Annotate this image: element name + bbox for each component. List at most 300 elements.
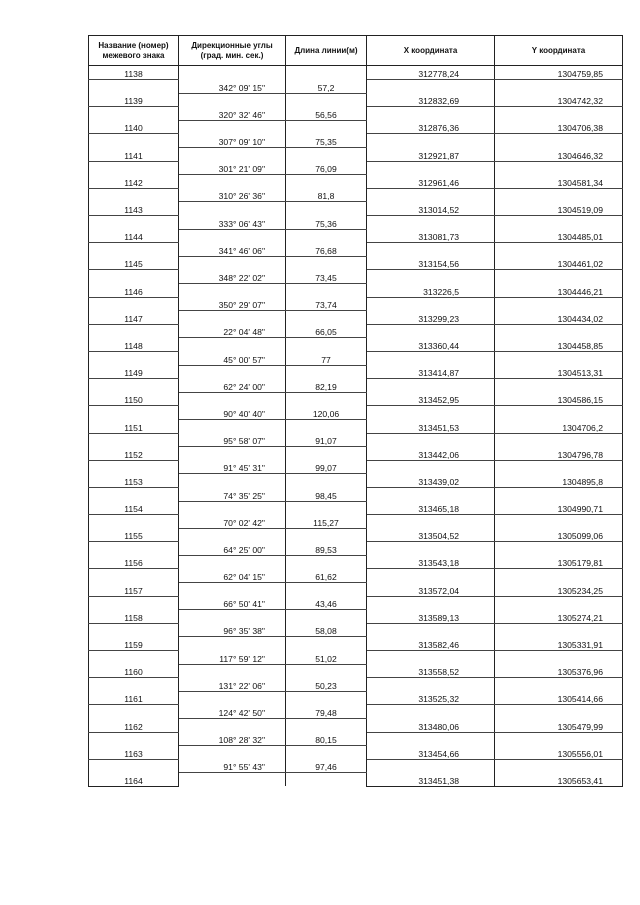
line-length-cell: 120,06 [286, 406, 367, 420]
empty-cell [495, 515, 623, 529]
direction-angle-cell: 64° 25' 00" [179, 542, 286, 556]
empty-cell [367, 596, 495, 610]
line-length-cell: 91,07 [286, 433, 367, 447]
line-length-cell: 97,46 [286, 759, 367, 773]
empty-cell [495, 161, 623, 175]
direction-angle-cell: 350° 29' 07" [179, 297, 286, 311]
table-row-segment [89, 324, 623, 338]
y-coordinate-cell: 1304519,09 [495, 202, 623, 216]
point-name-cell: 1148 [89, 338, 179, 352]
table-row-point [89, 419, 623, 433]
empty-cell [495, 216, 623, 230]
table-row-segment [89, 542, 623, 556]
line-length-cell: 58,08 [286, 623, 367, 637]
header-line-length: Длина линии(м) [286, 36, 367, 66]
empty-cell [495, 623, 623, 637]
x-coordinate-cell: 313572,04 [367, 583, 495, 597]
line-length-cell: 56,56 [286, 107, 367, 121]
empty-cell [367, 324, 495, 338]
header-y-coordinate: Y координата [495, 36, 623, 66]
line-length-cell: 76,68 [286, 243, 367, 257]
line-length-cell: 82,19 [286, 379, 367, 393]
empty-cell [367, 732, 495, 746]
table-row-segment [89, 243, 623, 257]
empty-cell [495, 188, 623, 202]
empty-cell [367, 216, 495, 230]
table-row-point [89, 773, 623, 787]
table-row-point [89, 392, 623, 406]
empty-cell [179, 256, 286, 270]
empty-cell [179, 120, 286, 134]
point-name-cell: 1144 [89, 229, 179, 243]
table-row-point [89, 120, 623, 134]
point-name-cell: 1159 [89, 637, 179, 651]
y-coordinate-cell: 1305556,01 [495, 746, 623, 760]
x-coordinate-cell: 313226,5 [367, 284, 495, 298]
empty-cell [286, 583, 367, 597]
empty-cell [495, 297, 623, 311]
empty-cell [495, 270, 623, 284]
x-coordinate-cell: 312832,69 [367, 93, 495, 107]
x-coordinate-cell: 313360,44 [367, 338, 495, 352]
empty-cell [286, 746, 367, 760]
empty-cell [495, 705, 623, 719]
empty-cell [286, 719, 367, 733]
line-length-cell: 75,35 [286, 134, 367, 148]
empty-cell [179, 175, 286, 189]
x-coordinate-cell: 313465,18 [367, 501, 495, 515]
table-row-segment [89, 433, 623, 447]
table-row-point [89, 284, 623, 298]
empty-cell [286, 419, 367, 433]
point-name-cell: 1150 [89, 392, 179, 406]
x-coordinate-cell: 313480,06 [367, 719, 495, 733]
y-coordinate-cell: 1304990,71 [495, 501, 623, 515]
empty-cell [286, 120, 367, 134]
empty-cell [495, 487, 623, 501]
empty-cell [89, 759, 179, 773]
empty-cell [495, 732, 623, 746]
table-row-segment [89, 460, 623, 474]
table-row-segment [89, 270, 623, 284]
empty-cell [495, 134, 623, 148]
table-row-point [89, 365, 623, 379]
empty-cell [89, 651, 179, 665]
empty-cell [89, 216, 179, 230]
table-row-segment [89, 216, 623, 230]
x-coordinate-cell: 313451,38 [367, 773, 495, 787]
y-coordinate-cell: 1305179,81 [495, 555, 623, 569]
y-coordinate-cell: 1304646,32 [495, 148, 623, 162]
point-name-cell: 1141 [89, 148, 179, 162]
table-row-segment [89, 678, 623, 692]
empty-cell [286, 447, 367, 461]
empty-cell [367, 542, 495, 556]
empty-cell [286, 93, 367, 107]
x-coordinate-cell: 312961,46 [367, 175, 495, 189]
direction-angle-cell: 66° 50' 41" [179, 596, 286, 610]
x-coordinate-cell: 312876,36 [367, 120, 495, 134]
point-name-cell: 1138 [89, 66, 179, 80]
empty-cell [89, 678, 179, 692]
empty-cell [367, 705, 495, 719]
table-row-point [89, 691, 623, 705]
point-name-cell: 1161 [89, 691, 179, 705]
empty-cell [495, 433, 623, 447]
empty-cell [179, 528, 286, 542]
line-length-cell: 61,62 [286, 569, 367, 583]
empty-cell [286, 773, 367, 787]
empty-cell [367, 623, 495, 637]
point-name-cell: 1142 [89, 175, 179, 189]
y-coordinate-cell: 1304513,31 [495, 365, 623, 379]
x-coordinate-cell: 313589,13 [367, 610, 495, 624]
table-row-segment [89, 515, 623, 529]
direction-angle-cell: 91° 45' 31" [179, 460, 286, 474]
direction-angle-cell: 131° 22' 06" [179, 678, 286, 692]
x-coordinate-cell: 313451,53 [367, 419, 495, 433]
y-coordinate-cell: 1304461,02 [495, 256, 623, 270]
empty-cell [179, 148, 286, 162]
line-length-cell: 89,53 [286, 542, 367, 556]
x-coordinate-cell: 313582,46 [367, 637, 495, 651]
table-row-segment [89, 161, 623, 175]
direction-angle-cell: 342° 09' 15" [179, 80, 286, 94]
boundary-coordinates-table [88, 35, 623, 787]
empty-cell [179, 719, 286, 733]
table-row-point [89, 501, 623, 515]
empty-cell [179, 746, 286, 760]
table-row-segment [89, 759, 623, 773]
y-coordinate-cell: 1304742,32 [495, 93, 623, 107]
point-name-cell: 1156 [89, 555, 179, 569]
y-coordinate-cell: 1305099,06 [495, 528, 623, 542]
empty-cell [495, 243, 623, 257]
point-name-cell: 1151 [89, 419, 179, 433]
table-row-point [89, 664, 623, 678]
line-length-cell: 99,07 [286, 460, 367, 474]
direction-angle-cell: 96° 35' 38" [179, 623, 286, 637]
direction-angle-cell: 124° 42' 50" [179, 705, 286, 719]
empty-cell [179, 93, 286, 107]
empty-cell [89, 297, 179, 311]
point-name-cell: 1155 [89, 528, 179, 542]
direction-angle-cell: 333° 06' 43" [179, 216, 286, 230]
direction-angle-cell: 74° 35' 25" [179, 487, 286, 501]
table-row-point [89, 555, 623, 569]
direction-angle-cell: 91° 55' 43" [179, 759, 286, 773]
direction-angle-cell: 341° 46' 06" [179, 243, 286, 257]
direction-angle-cell: 62° 04' 15" [179, 569, 286, 583]
table-row-segment [89, 623, 623, 637]
direction-angle-cell: 70° 02' 42" [179, 515, 286, 529]
y-coordinate-cell: 1304895,8 [495, 474, 623, 488]
x-coordinate-cell: 313081,73 [367, 229, 495, 243]
empty-cell [179, 583, 286, 597]
point-name-cell: 1163 [89, 746, 179, 760]
table-row-point [89, 719, 623, 733]
y-coordinate-cell: 1304458,85 [495, 338, 623, 352]
empty-cell [89, 569, 179, 583]
y-coordinate-cell: 1305376,96 [495, 664, 623, 678]
x-coordinate-cell: 312778,24 [367, 66, 495, 80]
table-row-segment [89, 596, 623, 610]
header-direction-angle: Дирекционные углы (град. мин. сек.) [179, 36, 286, 66]
table-row-segment [89, 134, 623, 148]
empty-cell [179, 555, 286, 569]
x-coordinate-cell: 313154,56 [367, 256, 495, 270]
line-length-cell: 66,05 [286, 324, 367, 338]
empty-cell [367, 107, 495, 121]
point-name-cell: 1152 [89, 447, 179, 461]
direction-angle-cell: 45° 00' 57" [179, 351, 286, 365]
empty-cell [367, 270, 495, 284]
point-name-cell: 1162 [89, 719, 179, 733]
y-coordinate-cell: 1305653,41 [495, 773, 623, 787]
empty-cell [89, 80, 179, 94]
empty-cell [286, 311, 367, 325]
x-coordinate-cell: 313452,95 [367, 392, 495, 406]
table-row-point [89, 528, 623, 542]
empty-cell [179, 474, 286, 488]
point-name-cell: 1153 [89, 474, 179, 488]
direction-angle-cell: 117° 59' 12" [179, 651, 286, 665]
empty-cell [89, 515, 179, 529]
point-name-cell: 1143 [89, 202, 179, 216]
table-row-point [89, 447, 623, 461]
y-coordinate-cell: 1304796,78 [495, 447, 623, 461]
direction-angle-cell: 310° 26' 36" [179, 188, 286, 202]
y-coordinate-cell: 1305414,66 [495, 691, 623, 705]
point-name-cell: 1164 [89, 773, 179, 787]
empty-cell [179, 392, 286, 406]
y-coordinate-cell: 1304759,85 [495, 66, 623, 80]
header-point-name: Название (номер) межевого знака [89, 36, 179, 66]
y-coordinate-cell: 1305479,99 [495, 719, 623, 733]
table-row-point [89, 583, 623, 597]
y-coordinate-cell: 1304586,15 [495, 392, 623, 406]
empty-cell [495, 596, 623, 610]
empty-cell [367, 134, 495, 148]
table-row-segment [89, 379, 623, 393]
empty-cell [179, 284, 286, 298]
x-coordinate-cell: 313504,52 [367, 528, 495, 542]
point-name-cell: 1158 [89, 610, 179, 624]
direction-angle-cell: 301° 21' 09" [179, 161, 286, 175]
empty-cell [367, 188, 495, 202]
table-row-segment [89, 406, 623, 420]
y-coordinate-cell: 1305331,91 [495, 637, 623, 651]
y-coordinate-cell: 1304485,01 [495, 229, 623, 243]
table-row-point [89, 746, 623, 760]
empty-cell [179, 773, 286, 787]
table-row-point [89, 175, 623, 189]
direction-angle-cell: 90° 40' 40" [179, 406, 286, 420]
x-coordinate-cell: 313543,18 [367, 555, 495, 569]
table-row-segment [89, 705, 623, 719]
empty-cell [89, 542, 179, 556]
table-row-point [89, 93, 623, 107]
table-row-point [89, 637, 623, 651]
empty-cell [89, 623, 179, 637]
empty-cell [286, 365, 367, 379]
y-coordinate-cell: 1304581,34 [495, 175, 623, 189]
table-row-segment [89, 732, 623, 746]
empty-cell [179, 338, 286, 352]
empty-cell [495, 460, 623, 474]
empty-cell [286, 501, 367, 515]
empty-cell [495, 351, 623, 365]
line-length-cell: 51,02 [286, 651, 367, 665]
empty-cell [89, 188, 179, 202]
empty-cell [89, 487, 179, 501]
empty-cell [495, 406, 623, 420]
header-x-coordinate: Х координата [367, 36, 495, 66]
empty-cell [286, 392, 367, 406]
empty-cell [286, 202, 367, 216]
empty-cell [495, 651, 623, 665]
empty-cell [367, 406, 495, 420]
empty-cell [179, 365, 286, 379]
point-name-cell: 1145 [89, 256, 179, 270]
empty-cell [89, 705, 179, 719]
line-length-cell: 75,36 [286, 216, 367, 230]
direction-angle-cell: 108° 28' 32" [179, 732, 286, 746]
empty-cell [179, 664, 286, 678]
table-row-segment [89, 651, 623, 665]
empty-cell [495, 80, 623, 94]
table-row-point [89, 148, 623, 162]
empty-cell [367, 80, 495, 94]
empty-cell [179, 66, 286, 80]
empty-cell [495, 324, 623, 338]
table-row-point [89, 311, 623, 325]
direction-angle-cell: 62° 24' 00" [179, 379, 286, 393]
empty-cell [495, 542, 623, 556]
empty-cell [367, 351, 495, 365]
empty-cell [367, 161, 495, 175]
line-length-cell: 77 [286, 351, 367, 365]
empty-cell [89, 243, 179, 257]
empty-cell [367, 651, 495, 665]
direction-angle-cell: 95° 58' 07" [179, 433, 286, 447]
point-name-cell: 1157 [89, 583, 179, 597]
empty-cell [179, 637, 286, 651]
empty-cell [89, 596, 179, 610]
empty-cell [89, 433, 179, 447]
line-length-cell: 79,48 [286, 705, 367, 719]
empty-cell [286, 175, 367, 189]
y-coordinate-cell: 1304706,38 [495, 120, 623, 134]
table-row-segment [89, 569, 623, 583]
direction-angle-cell: 307° 09' 10" [179, 134, 286, 148]
empty-cell [286, 229, 367, 243]
point-name-cell: 1160 [89, 664, 179, 678]
empty-cell [89, 732, 179, 746]
x-coordinate-cell: 313414,87 [367, 365, 495, 379]
empty-cell [286, 664, 367, 678]
table-row-segment [89, 80, 623, 94]
direction-angle-cell: 348° 22' 02" [179, 270, 286, 284]
empty-cell [89, 324, 179, 338]
table-row-point [89, 338, 623, 352]
line-length-cell: 73,74 [286, 297, 367, 311]
empty-cell [286, 555, 367, 569]
x-coordinate-cell: 313439,02 [367, 474, 495, 488]
table-row-point [89, 610, 623, 624]
empty-cell [495, 569, 623, 583]
empty-cell [495, 107, 623, 121]
empty-cell [495, 379, 623, 393]
empty-cell [286, 474, 367, 488]
table-header-row [89, 36, 623, 66]
y-coordinate-cell: 1304434,02 [495, 311, 623, 325]
empty-cell [89, 161, 179, 175]
table-row-point [89, 66, 623, 80]
line-length-cell: 81,8 [286, 188, 367, 202]
line-length-cell: 80,15 [286, 732, 367, 746]
empty-cell [367, 433, 495, 447]
empty-cell [286, 528, 367, 542]
empty-cell [286, 691, 367, 705]
empty-cell [286, 338, 367, 352]
empty-cell [89, 351, 179, 365]
table-row-segment [89, 351, 623, 365]
empty-cell [286, 256, 367, 270]
table-row-point [89, 229, 623, 243]
direction-angle-cell: 320° 32' 46" [179, 107, 286, 121]
empty-cell [495, 759, 623, 773]
point-name-cell: 1154 [89, 501, 179, 515]
empty-cell [89, 270, 179, 284]
empty-cell [89, 460, 179, 474]
x-coordinate-cell: 313014,52 [367, 202, 495, 216]
empty-cell [286, 610, 367, 624]
line-length-cell: 115,27 [286, 515, 367, 529]
x-coordinate-cell: 313454,66 [367, 746, 495, 760]
table-row-segment [89, 107, 623, 121]
empty-cell [179, 229, 286, 243]
empty-cell [89, 134, 179, 148]
line-length-cell: 76,09 [286, 161, 367, 175]
point-name-cell: 1149 [89, 365, 179, 379]
empty-cell [179, 311, 286, 325]
point-name-cell: 1146 [89, 284, 179, 298]
empty-cell [367, 678, 495, 692]
point-name-cell: 1140 [89, 120, 179, 134]
empty-cell [179, 419, 286, 433]
y-coordinate-cell: 1304706,2 [495, 419, 623, 433]
empty-cell [89, 379, 179, 393]
line-length-cell: 57,2 [286, 80, 367, 94]
empty-cell [179, 501, 286, 515]
empty-cell [367, 569, 495, 583]
empty-cell [286, 284, 367, 298]
table-row-point [89, 256, 623, 270]
y-coordinate-cell: 1305274,21 [495, 610, 623, 624]
empty-cell [286, 637, 367, 651]
empty-cell [89, 107, 179, 121]
line-length-cell: 73,45 [286, 270, 367, 284]
x-coordinate-cell: 312921,87 [367, 148, 495, 162]
line-length-cell: 98,45 [286, 487, 367, 501]
empty-cell [286, 66, 367, 80]
empty-cell [367, 487, 495, 501]
empty-cell [367, 460, 495, 474]
empty-cell [495, 678, 623, 692]
direction-angle-cell: 22° 04' 48" [179, 324, 286, 338]
table-body [89, 66, 623, 787]
